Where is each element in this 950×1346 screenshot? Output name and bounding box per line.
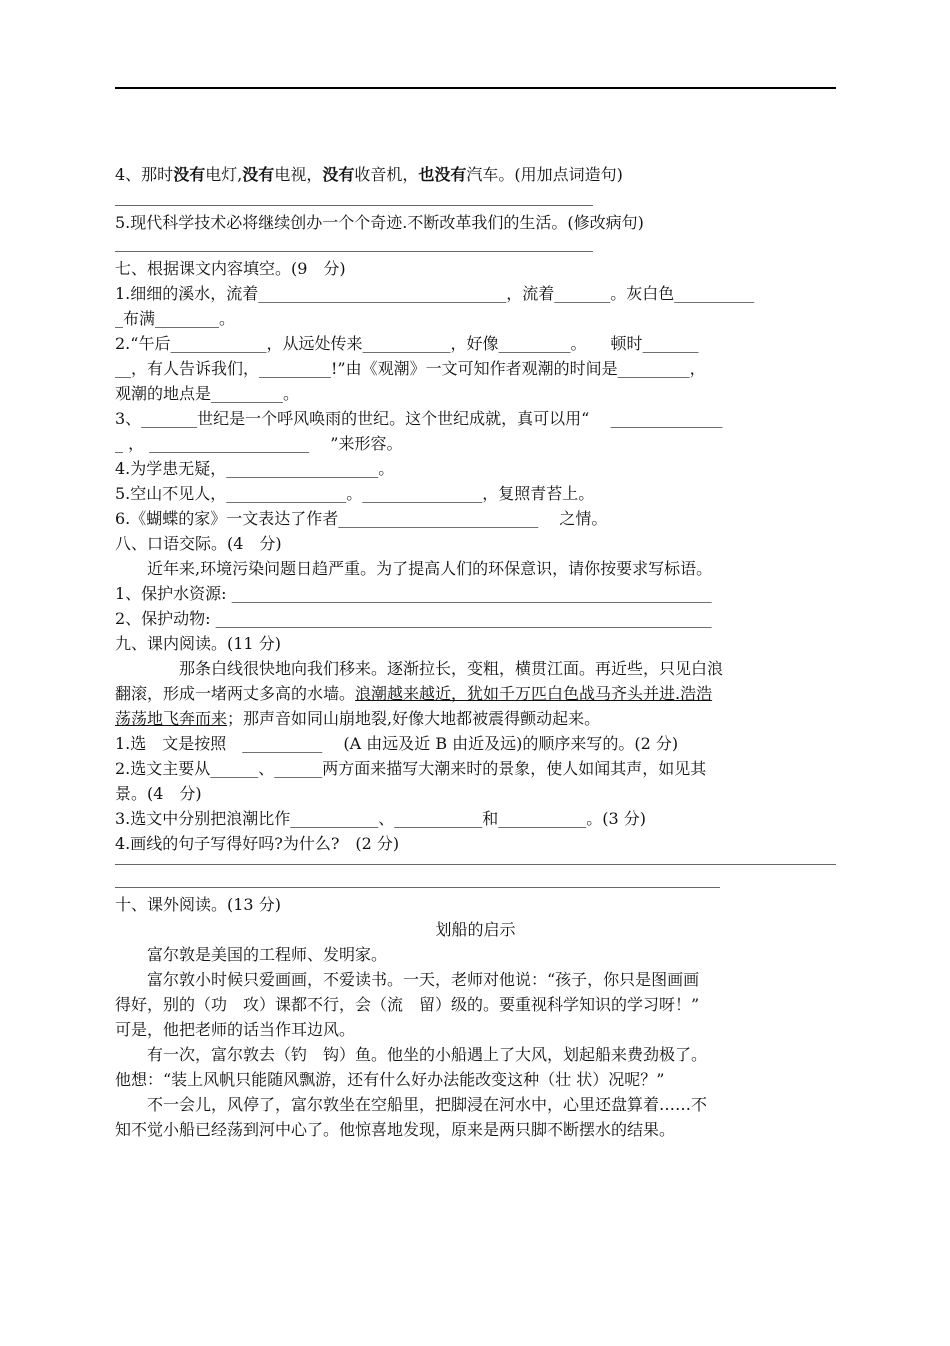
section-10-title: 十、课外阅读。(13 分) [115, 895, 281, 914]
q4-text: 电视， [274, 165, 323, 184]
question-9-2-cont: 景。(4 分) [115, 784, 202, 803]
q4-dotted-word: 没有 [173, 165, 206, 184]
answer-line[interactable] [115, 205, 593, 206]
passage-line [115, 706, 836, 731]
fill-line[interactable]: _布满________。 [115, 309, 236, 328]
answer-line[interactable] [115, 864, 836, 865]
q4-dotted-word: 也没有 [418, 165, 467, 184]
story-line: 他想：“装上风帆只能随风飘游，还有什么好办法能改变这种（壮 状）况呢？” [115, 1070, 665, 1089]
section-7-title: 七、根据课文内容填空。(9 分) [115, 259, 346, 278]
section-9-title: 九、课内阅读。(11 分) [115, 634, 281, 653]
story-line: 不一会儿，风停了，富尔敦坐在空船里，把脚浸在河水中，心里还盘算着……不 [147, 1095, 708, 1114]
story-line: 有一次，富尔敦去（钓 钩）鱼。他坐的小船遇上了大风，划起船来费劲极了。 [147, 1045, 708, 1064]
fill-line[interactable]: 1.细细的溪水，流着_______________________________，流着_______。灰白色__________ [115, 284, 755, 303]
story-title: 划船的启示 [435, 920, 516, 939]
section-8-title: 八、口语交际。(4 分) [115, 534, 282, 553]
question-4 [115, 162, 836, 187]
question-5: 5.现代科学技术必将继续创办一个个奇迹.不断改革我们的生活。(修改病句) [115, 213, 644, 232]
question-9-4: 4.画线的句子写得好吗?为什么? (2 分) [115, 834, 400, 853]
answer-line[interactable] [115, 887, 720, 888]
passage-line: 那条白线很快地向我们移来。逐渐拉长，变粗，横贯江面。再近些，只见白浪 [179, 659, 724, 678]
answer-line[interactable] [115, 251, 593, 252]
fill-line[interactable]: 观潮的地点是_________。 [115, 384, 300, 403]
story-line: 富尔敦是美国的工程师、发明家。 [147, 945, 388, 964]
passage-text: ；那声音如同山崩地裂,好像大地都被震得颤动起来。 [227, 709, 601, 728]
q4-text: 4、那时 [115, 165, 174, 184]
slogan-field-animals[interactable]: 2、保护动物: ______________________________________________________________ [115, 609, 712, 628]
fill-line[interactable]: __，有人告诉我们，_________!”由《观潮》一文可知作者观潮的时间是_________， [115, 359, 706, 378]
underlined-sentence: 浪潮越来越近，犹如千万匹白色战马齐头并进.浩浩 [355, 684, 713, 703]
question-9-1[interactable]: 1.选 文是按照 __________ (A 由远及近 B 由近及远)的顺序来写的。(2 分) [115, 734, 679, 753]
story-line: 知不觉小船已经荡到河中心了。他惊喜地发现，原来是两只脚不断摆水的结果。 [115, 1120, 676, 1139]
underlined-sentence: 荡荡地飞奔而来 [115, 709, 228, 728]
q4-dotted-word: 没有 [242, 165, 275, 184]
q4-text: 电灯, [205, 165, 243, 184]
slogan-field-water[interactable]: 1、保护水资源: ____________________________________________________________ [115, 584, 712, 603]
story-line: 富尔敦小时候只爱画画，不爱读书。一天，老师对他说：“孩子，你只是图画画 [147, 970, 700, 989]
fill-line[interactable]: _ ， ____________________ ”来形容。 [115, 434, 403, 453]
fill-line[interactable]: 5.空山不见人，_______________。_______________，复照青苔上。 [115, 484, 595, 503]
story-line: 可是，他把老师的话当作耳边风。 [115, 1020, 356, 1039]
q4-dotted-word: 没有 [322, 165, 355, 184]
fill-line[interactable]: 3、_______世纪是一个呼风唤雨的世纪。这个世纪成就，真可以用“ ______________ [115, 409, 723, 428]
fill-line[interactable]: 2.“午后____________，从远处传来___________，好像_________。 顿时_______ [115, 334, 699, 353]
question-9-3[interactable]: 3.选文中分别把浪潮比作___________、___________和___________。(3 分) [115, 809, 647, 828]
q4-text: 收音机， [354, 165, 419, 184]
q4-text: 汽车。(用加点词造句) [466, 165, 623, 184]
section-8-intro: 近年来,环境污染问题日趋严重。为了提高人们的环保意识，请你按要求写标语。 [147, 559, 713, 578]
question-9-2[interactable]: 2.选文主要从______、______两方面来描写大潮来时的景象，使人如闻其声，如见其 [115, 759, 707, 778]
story-line: 得好，别的（功 攻）课都不行，会（流 留）级的。要重视科学知识的学习呀！” [115, 995, 700, 1014]
passage-text: 翻滚，形成一堵两丈多高的水墙。 [115, 684, 356, 703]
passage-line [115, 681, 836, 706]
fill-line[interactable]: 6.《蝴蝶的家》一文表达了作者_________________________ 之情。 [115, 509, 608, 528]
fill-line[interactable]: 4.为学患无疑，___________________。 [115, 459, 395, 478]
worksheet-page [115, 162, 836, 1142]
header-rule [115, 87, 836, 89]
